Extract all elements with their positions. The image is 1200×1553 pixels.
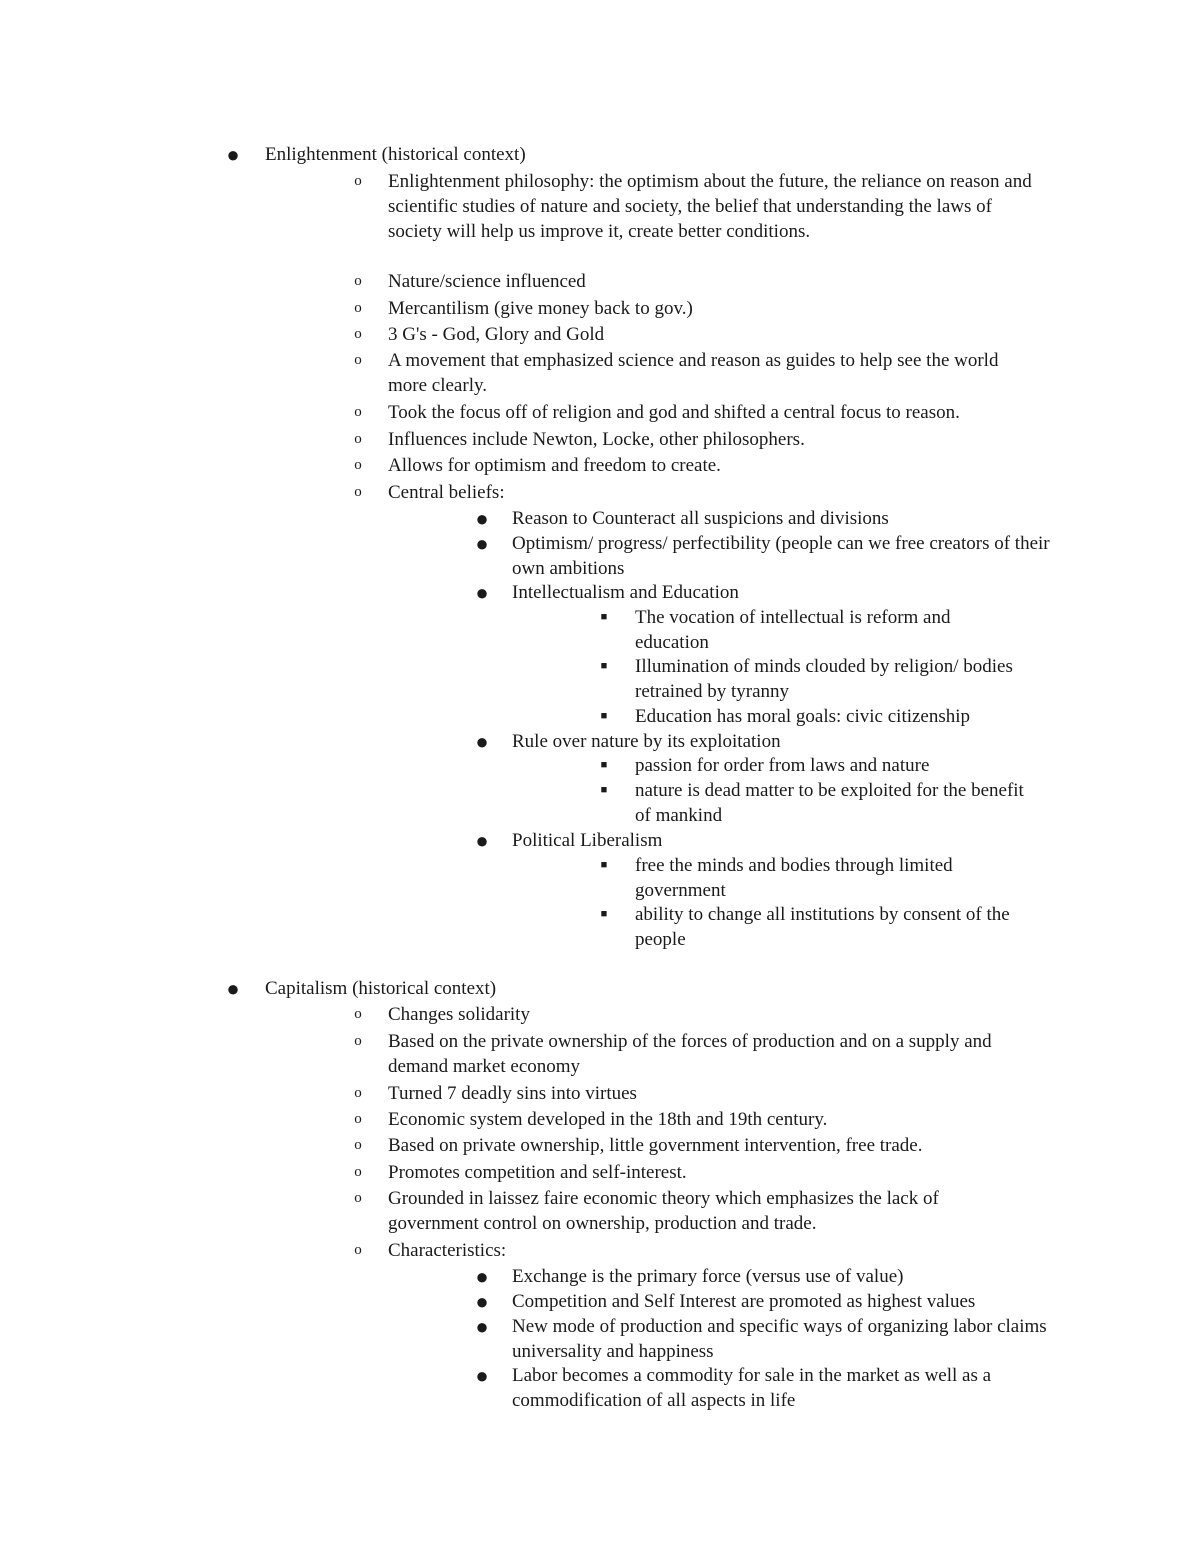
bullet-dot-icon: ● <box>475 1363 489 1388</box>
bullet-circle-icon: o <box>354 431 362 447</box>
bullet-circle-icon: o <box>354 352 362 368</box>
bullet-square-icon: ■ <box>600 859 608 871</box>
bullet-dot-icon: ● <box>226 142 240 167</box>
bullet-dot-icon: ● <box>475 729 489 754</box>
bullet-square-icon: ■ <box>600 660 608 672</box>
bullet-square-icon: ■ <box>600 759 608 771</box>
bullet-dot-icon: ● <box>226 976 240 1001</box>
bullet-dot-icon: ● <box>475 506 489 531</box>
bullet-square-icon: ■ <box>600 784 608 796</box>
bullet-circle-icon: o <box>354 1190 362 1206</box>
bullet-circle-icon: o <box>354 404 362 420</box>
bullet-square-icon: ■ <box>600 611 608 623</box>
bullet-circle-icon: o <box>354 1111 362 1127</box>
bullet-dot-icon: ● <box>475 1314 489 1339</box>
bullet-circle-icon: o <box>354 173 362 189</box>
bullet-dot-icon: ● <box>475 1264 489 1289</box>
bullet-circle-icon: o <box>354 273 362 289</box>
bullet-circle-icon: o <box>354 457 362 473</box>
bullet-circle-icon: o <box>354 1137 362 1153</box>
bullet-circle-icon: o <box>354 1242 362 1258</box>
bullet-dot-icon: ● <box>475 828 489 853</box>
bullet-circle-icon: o <box>354 326 362 342</box>
bullet-circle-icon: o <box>354 484 362 500</box>
bullet-square-icon: ■ <box>600 710 608 722</box>
bullet-circle-icon: o <box>354 300 362 316</box>
bullet-dot-icon: ● <box>475 580 489 605</box>
bullet-dot-icon: ● <box>475 531 489 556</box>
document-page: ● Enlightenment (historical context) o Enlightenment philosophy: the optimism about the future, the reliance on reason and scientific studies of nature and society, the belief that understanding the laws of society will help us improve it, create better conditions. o Nature/science influenced o Mercantilism (give money back to gov.) o 3 G's - God, Glory and Gold o A movement that emphasized science and reason as guides to help see the world more clearly. o Took the focus off of religion and god and shifted a central focus to reason. o Influences include Newton, Locke, other philosophers. o Allows for optimism and freedom to create. o Central beliefs: ● Reason to Counteract all suspicions and divisions ● Optimism/ progress/ perfectibility (people can we free creators of their own ambitions ● Intellectualism and Education ■ The vocation of intellectual is reform and education ■ Illumination of minds clouded by religion/ bodies retrained by tyranny ■ Education has moral goals: civic citizenship ● Rule over nature by its exploitation ■ passion for order from laws and nature ■ nature is dead matter to be exploited for the benefit of mankind ● Political Liberalism ■ free the minds and bodies through limited government ■ ability to change all institutions by consent of the people ● Capitalism (historical context) o Changes solidarity o Based on the private ownership of the forces of production and on a supply and demand market economy o Turned 7 deadly sins into virtues o Economic system developed in the 18th and 19th century. o Based on private ownership, little government intervention, free trade. o Promotes competition and self-interest. o Grounded in laissez faire economic theory which emphasizes the lack of government control on ownership, production and trade. o Characteristics: ● Exchange is the primary force (versus use of value) ● Competition and Self Interest are promoted as highest values ● New mode of production and specific ways of organizing labor claims universality and happiness ● Labor becomes a commodity for sale in the market as well as a commodification of all aspects in life <box>0 0 1200 1553</box>
bullet-square-icon: ■ <box>600 908 608 920</box>
bullet-dot-icon: ● <box>475 1289 489 1314</box>
bullet-circle-icon: o <box>354 1085 362 1101</box>
bullet-circle-icon: o <box>354 1006 362 1022</box>
bullet-circle-icon: o <box>354 1033 362 1049</box>
bullet-circle-icon: o <box>354 1164 362 1180</box>
